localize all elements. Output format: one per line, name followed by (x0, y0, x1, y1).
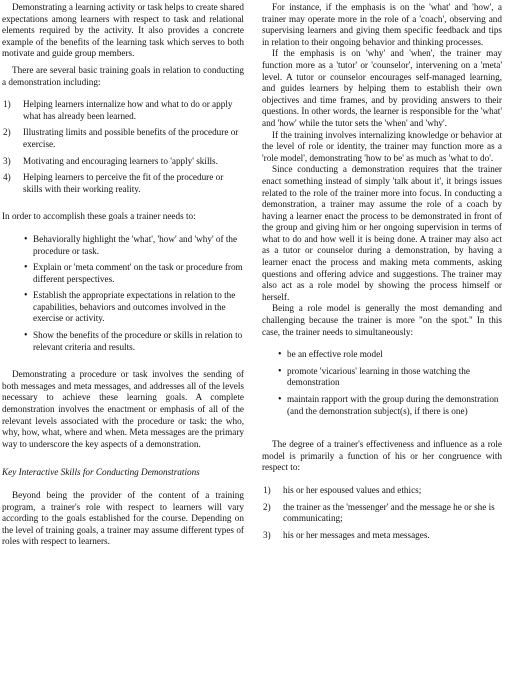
bullet-icon: • (24, 262, 28, 274)
list-item (262, 530, 502, 542)
paragraph: If the emphasis is on 'why' and 'when', the trainer may function more as a 'tutor' or 'counselor', intervening on a 'meta' level. A tutor or counselor encourages self-managed learning, and guides learners by helping them to establish their own objectives and time frames, and by providing answers to their questions. In other words, the learner is responsible for the 'what' and 'how' while the tutor sets the 'when' and 'why'. (262, 48, 502, 128)
list-item (2, 156, 244, 168)
paragraph: Since conducting a demonstration requires that the trainer enact something instead of simply 'talk about it', it brings issues related to the role of the trainer more into focus. In conducting a demonstration, a trainer may assume the role of a coach by having a learner enact the process to be demonstrated in front of the group and giving him or her ongoing supervision in terms of what to do and how well it is being done. A trainer may also act as a tutor or counselor during a demonstration, by having a learner enact the process and making meta comments, asking questions and offering advice and suggestions. The trainer may also act as a role model by showing the process himself or herself. (262, 164, 502, 302)
list-number: 1) (3, 99, 11, 110)
congruence-list (262, 485, 502, 541)
list-number: 4) (3, 172, 11, 183)
list-item (278, 394, 502, 417)
list-text: his or her espoused values and ethics; (283, 484, 422, 495)
list-item (24, 290, 244, 325)
section-heading: Key Interactive Skills for Conducting Demonstrations (2, 467, 200, 478)
paragraph: Being a role model is generally the most demanding and challenging because the trainer is more "on the spot." In this case, the trainer needs to simultaneously: (262, 303, 502, 337)
list-item (24, 330, 244, 353)
list-item (2, 172, 244, 195)
role-model-list (262, 349, 502, 417)
list-number: 3) (3, 155, 11, 166)
bullet-icon: • (24, 330, 28, 342)
list-item (24, 234, 244, 257)
list-item (278, 366, 502, 389)
list-number: 2) (263, 501, 271, 512)
list-text: Helping learners to perceive the fit of the procedure or skills with their working reality. (23, 172, 224, 194)
list-item (262, 485, 502, 497)
list-item (2, 99, 244, 122)
list-item (262, 502, 502, 525)
bullet-icon: • (278, 365, 282, 377)
list-item (278, 349, 502, 361)
training-goals-list (2, 99, 244, 195)
list-text: Helping learners internalize how and what to do or apply what has already been learned. (23, 99, 233, 121)
paragraph: If the training involves internalizing knowledge or behavior at the level of role or identity, the trainer may function more as a 'role model', demonstrating 'how to be' as much as 'what to do'. (262, 129, 502, 163)
list-text: be an effective role model (287, 349, 383, 360)
bullet-icon: • (24, 233, 28, 245)
list-text: Illustrating limits and possible benefits of the procedure or exercise. (23, 127, 239, 149)
list-text: Motivating and encouraging learners to 'apply' skills. (23, 155, 218, 166)
list-text: promote 'vicarious' learning in those watching the demonstration (287, 365, 470, 388)
list-item (24, 262, 244, 285)
paragraph: Demonstrating a learning activity or task helps to create shared expectations among learners with respect to task and relational elements required by the activity. It also provides a concrete example of the benefits of the learning task which serves to both motivate and guide group members. (2, 2, 244, 59)
list-text: the trainer as the 'messenger' and the message he or she is communicating; (283, 501, 495, 524)
list-text: Show the benefits of the procedure or skills in relation to relevant criteria and results. (33, 330, 243, 352)
list-item (2, 127, 244, 150)
list-number: 2) (3, 127, 11, 138)
paragraph: Demonstrating a procedure or task involves the sending of both messages and meta messages, and addresses all of the levels necessary to achieve these learning goals. A complete demonstration involves the enactment or emphasis of all of the relevant levels associated with the procedure or task: the who, why, how, what, where and when. Meta messages are the primary way to underscore the key aspects of a demonstration. (2, 369, 244, 449)
list-number: 3) (263, 529, 271, 540)
list-text: maintain rapport with the group during the demonstration (and the demonstration subject(s), if there is one) (287, 394, 499, 416)
list-text: his or her messages and meta messages. (283, 529, 430, 540)
left-column (2, 2, 244, 548)
right-column (262, 2, 502, 546)
list-text: Establish the appropriate expectations in relation to the capabilities, behaviors and outcomes involved in the exercise or activity. (33, 290, 236, 324)
bullet-icon: • (278, 394, 282, 405)
trainer-needs-list (2, 234, 244, 353)
list-text: Behaviorally highlight the 'what', 'how' and 'why' of the procedure or task. (33, 233, 238, 256)
paragraph: The degree of a trainer's effectiveness and influence as a role model is primarily a function of his or her congruence with respect to: (262, 439, 502, 473)
bullet-icon: • (278, 349, 282, 361)
paragraph: For instance, if the emphasis is on the 'what' and 'how', a trainer may operate more in the role of a 'coach', observing and supervising learners and giving them specific feedback and tips in relation to their ongoing behavior and thinking processes. (262, 2, 502, 47)
paragraph: Beyond being the provider of the content of a training program, a trainer's role with respect to learners will vary according to the goals established for the course. Depending on the level of training goals, a trainer may assume different types of roles with respect to learners. (2, 490, 244, 547)
list-text: Explain or 'meta comment' on the task or procedure from different perspectives. (33, 262, 243, 284)
paragraph: There are several basic training goals in relation to conducting a demonstration including: (2, 64, 244, 87)
paragraph: In order to accomplish these goals a trainer needs to: (2, 211, 196, 222)
list-number: 1) (263, 484, 271, 495)
bullet-icon: • (24, 290, 28, 302)
